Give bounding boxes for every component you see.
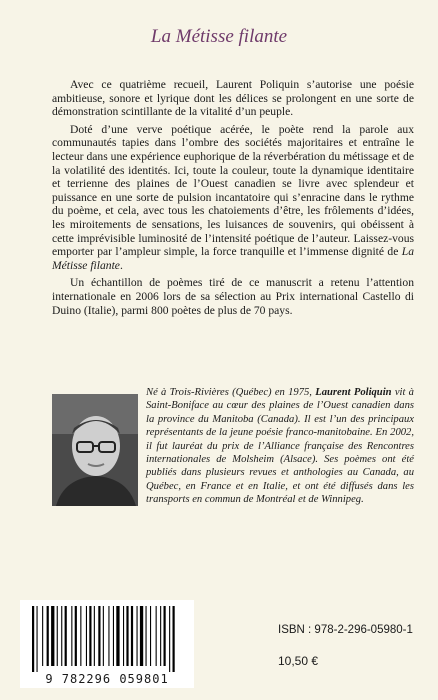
bio-text: vit à Saint-Boniface au cœur des plaines de l’Ouest canadien dans la province du Manitoba (Canada). Il est l’un des principaux représentants de la jeune poésie franco-manitobaine. En 2002, il fut lauréat du prix de l’Alliance française des Rencontres internationales de Molsheim (Alsace). Ses poèmes ont été publiés dans plusieurs revues et anthologies au Canada, au Québec, en France et en Italie, et ont été diffusés dans les transports en commun de Montréal et de Winnipeg.	[146, 387, 414, 506]
blurb-paragraph-1: Avec ce quatrième recueil, Laurent Poliquin s’autorise une poésie ambitieuse, sonore et lyrique dont les délices se prolongent en une sorte de démonstration scintillante de la vitalité d’un peuple.	[52, 78, 414, 119]
barcode-bars	[20, 600, 194, 674]
blurb-paragraph-2-end: .	[119, 258, 123, 272]
author-section	[52, 386, 414, 510]
blurb-paragraph-2-text: Doté d’une verve poétique acérée, le poète rend la parole aux communautés tapies dans l’ombre des sociétés majoritaires et entraîne le lecteur dans une expérience euphorique de la réverbération du métissage et de la volatilité des identités. Ici, toute la couleur, toute la dynamique identitaire et terrienne des plaines de l’Ouest canadien se livre avec splendeur et puissance en une sorte de pulsion incantatoire qui s’enracine dans le rythme du poème, et cela, avec tous les chatoiements d’être, les frôlements d’idées, les miroitements de sensations, les luisances de souvenirs, qui obéissent à cette imprévisible luminosité de l’intensité poétique de l’auteur. Laissez-vous emporter par l’ampleur simple, la force tranquille et l’immense dignité de	[52, 122, 414, 259]
blurb-paragraph-3: Un échantillon de poèmes tiré de ce manuscrit a retenu l’attention internationale en 2006 lors de sa sélection au Prix international Castello di Duino (Italie), parmi 800 poètes de plus de 70 pays.	[52, 276, 414, 317]
back-cover-blurb	[52, 78, 414, 321]
blurb-paragraph-2	[52, 123, 414, 273]
author-name: Laurent Poliquin	[315, 387, 392, 398]
price: 10,50 €	[278, 654, 319, 668]
book-title: La Métisse filante	[150, 26, 288, 47]
blurb-book-title: La Métisse filante	[52, 245, 414, 272]
barcode-number: 9 782296 059801	[20, 672, 194, 686]
isbn: ISBN : 978-2-296-05980-1	[278, 624, 413, 636]
barcode	[20, 600, 194, 688]
bio-prefix: Né à Trois-Rivières (Québec) en 1975,	[146, 387, 316, 398]
author-photo	[52, 394, 138, 506]
